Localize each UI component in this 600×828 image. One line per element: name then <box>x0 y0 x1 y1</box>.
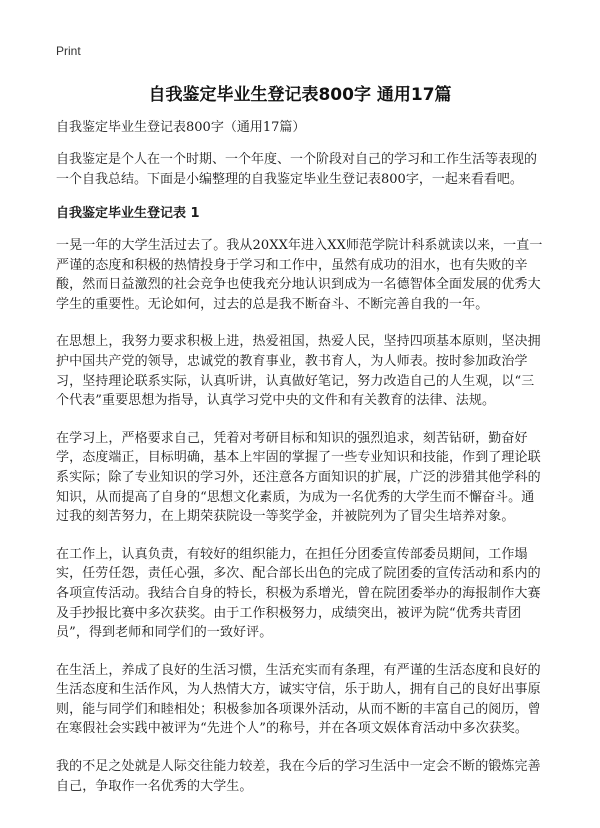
paragraph-thought: 在思想上，我努力要求积极上进，热爱祖国，热爱人民，坚持四项基本原则，坚决拥护中国共产党的领导，忠诚党的教育事业，教书育人，为人师表。按时参加政治学习，坚持理论联系实际，认真听讲，认真做好笔记，努力改造自己的人生观，以“三个代表”重要思想为指导，认真学习党中央的文件和有关教育的法律、法规。 <box>56 334 541 409</box>
paragraph-study: 在学习上，严格要求自己，凭着对考研目标和知识的强烈追求，刻苦钻研，勤奋好学，态度端正，目标明确，基本上牢固的掌握了一些专业知识和技能，作到了理论联系实际；除了专业知识的学习外，还注意各方面知识的扩展，广泛的涉猎其他学科的知识，从而提高了自身的“思想文化素质，为成为一名优秀的大学生而不懈奋斗。通过我的刻苦努力，在上期荣获院设一等奖学金，并被院列为了冒尖生培养对象。 <box>56 430 541 525</box>
paragraph-shortcomings: 我的不足之处就是人际交往能力较差，我在今后的学习生活中一定会不断的锻炼完善自己，争取作一名优秀的大学生。 <box>56 759 541 794</box>
intro-paragraph: 自我鉴定是个人在一个时期、一个年度、一个阶段对自己的学习和工作生活等表现的一个自我总结。下面是小编整理的自我鉴定毕业生登记表800字，一起来看看吧。 <box>56 152 538 187</box>
paragraph-work: 在工作上，认真负责，有较好的组织能力，在担任分团委宣传部委员期间，工作塌实，任劳任怨，责任心强，多次、配合部长出色的完成了院团委的宣传活动和系内的各项宣传活动。我结合自身的特长，积极为系增光，曾在院团委举办的海报制作大赛及手抄报比赛中多次获奖。由于工作积极努力，成绩突出，被评为院“优秀共青团员”，得到老师和同学们的一致好评。 <box>56 546 541 641</box>
print-link[interactable]: Print <box>56 44 81 58</box>
document-body <box>56 118 546 814</box>
section-heading: 自我鉴定毕业生登记表 1 <box>56 206 200 221</box>
document-subtitle: 自我鉴定毕业生登记表800字（通用17篇） <box>56 120 306 135</box>
paragraph-life: 在生活上，养成了良好的生活习惯，生活充实而有条理，有严谨的生活态度和良好的生活态度和生活作风，为人热情大方，诚实守信，乐于助人，拥有自己的良好出事原则，能与同学们和睦相处；积极参加各项课外活动，从而不断的丰富自己的阅历，曾在寒假社会实践中被评为“先进个人”的称号，并在各项文娱体育活动中多次获奖。 <box>56 662 541 737</box>
paragraph-overview: 一晃一年的大学生活过去了。我从20XX年进入XX师范学院计科系就读以来，一直一严谨的态度和积极的热情投身于学习和工作中，虽然有成功的泪水，也有失败的辛酸，然而日益激烈的社会竞争也使我充分地认识到成为一名德智体全面发展的优秀大学生的重要性。无论如何，过去的总是我不断奋斗、不断完善自我的一年。 <box>56 238 543 312</box>
document-title: 自我鉴定毕业生登记表800字 通用17篇 <box>148 85 452 105</box>
